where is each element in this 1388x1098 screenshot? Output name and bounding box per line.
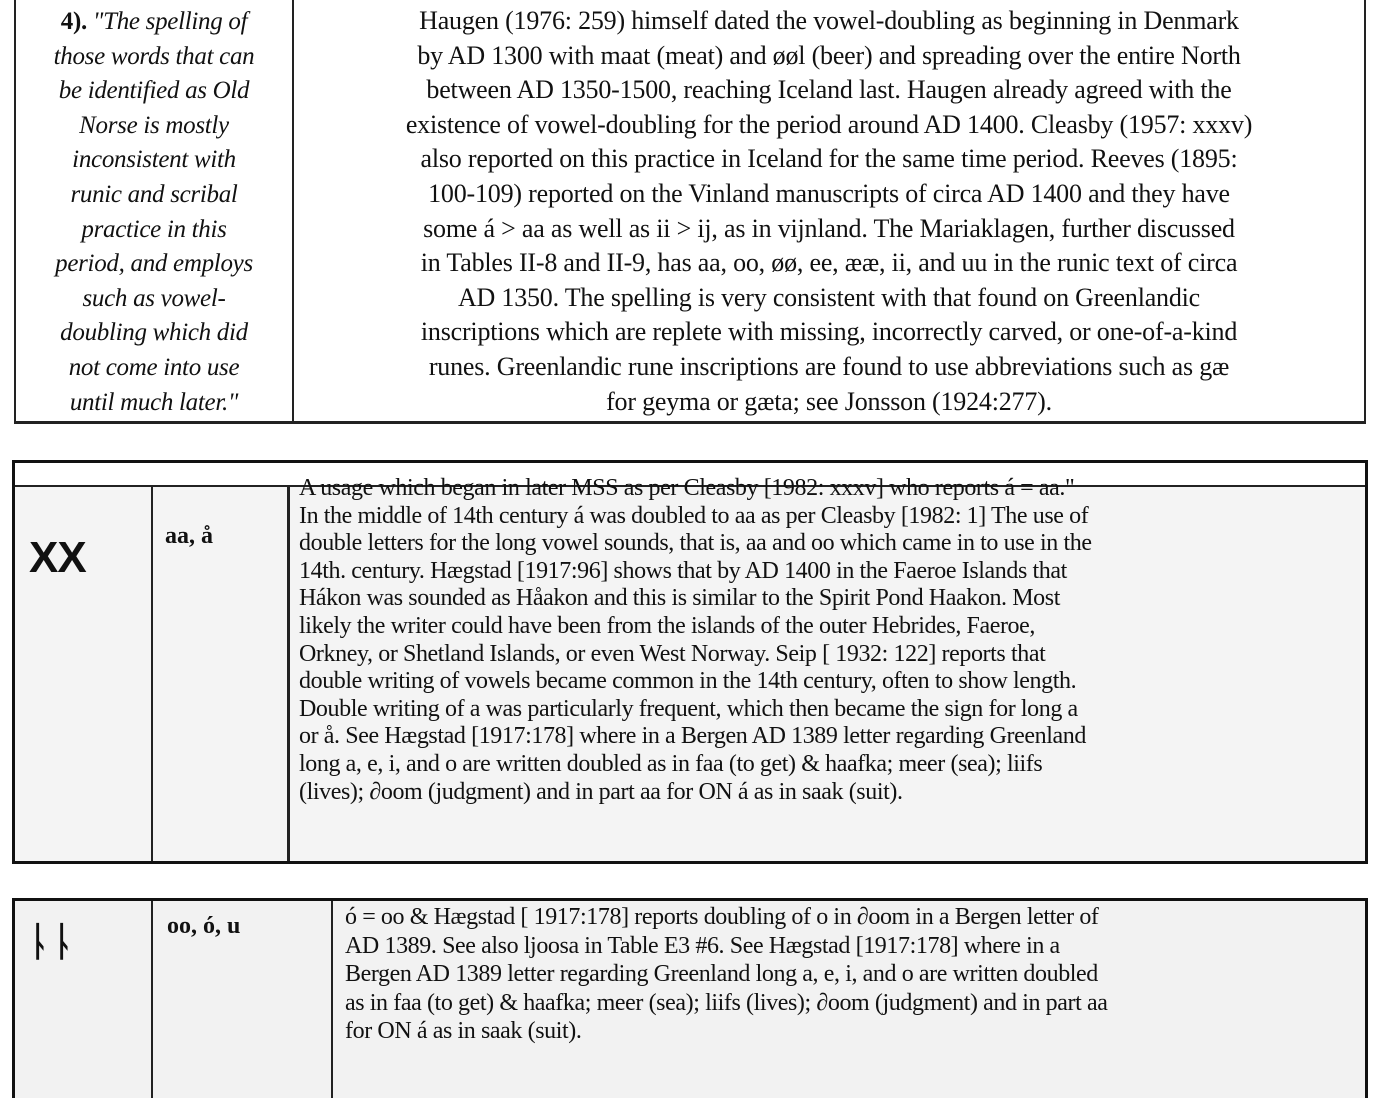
notes-line: long a, e, i, and o are written doubled as in faa (to get) & haafka; meer (sea); liifs	[299, 750, 1043, 777]
notes-cell	[345, 903, 1365, 1098]
quote-line	[16, 143, 292, 178]
quote-line-text: "The spelling of	[92, 8, 248, 35]
quote-line	[16, 5, 292, 40]
commentary-line: by AD 1300 with maat (meat) and øøl (beer) and spreading over the entire North	[417, 40, 1241, 70]
quote-line-text: those words that can	[53, 42, 255, 70]
rune-cell	[15, 487, 151, 861]
notes-line: double writing of vowels became common in the 14th century, often to show length.	[299, 668, 1077, 695]
quote-line-text: until much later."	[69, 388, 239, 416]
commentary-cell	[294, 0, 1364, 421]
quote-line-text: period, and employs	[55, 250, 253, 278]
quote-table-panel	[14, 0, 1366, 424]
quote-line	[16, 351, 292, 386]
notes-line: Hákon was sounded as Håakon and this is similar to the Spirit Pond Haakon. Most	[299, 585, 1060, 612]
notes-line: (lives); ∂oom (judgment) and in part aa for ON á as in saak (suit).	[299, 778, 903, 805]
quote-cell	[16, 0, 292, 421]
notes-line: A usage which began in later MSS as per Cleasby [1982: xxxv] who reports á = aa."	[299, 475, 1075, 501]
notes-line: ó = oo & Hægstad [ 1917:178] reports doubling of o in ∂oom in a Bergen letter of	[345, 904, 1099, 930]
forms-cell	[153, 901, 331, 1098]
rune-nn-glyph: ᚿᚿ	[27, 919, 75, 965]
quote-text	[16, 5, 292, 420]
column-divider	[287, 487, 290, 861]
letter-forms: oo, ó, u	[167, 913, 241, 939]
quote-line-text: runic and scribal	[70, 180, 238, 208]
quote-line	[16, 247, 292, 282]
quote-line	[16, 282, 292, 317]
commentary-line: AD 1350. The spelling is very consistent with that found on Greenlandic	[457, 282, 1201, 312]
commentary-line: Haugen (1976: 259) himself dated the vowel-doubling as beginning in Denmark	[419, 6, 1239, 35]
notes-line: as in faa (to get) & haafka; meer (sea); liifs (lives); ∂oom (judgment) and in part aa	[345, 989, 1108, 1016]
notes-line: for ON á as in saak (suit).	[345, 1018, 582, 1044]
commentary-text	[294, 4, 1364, 419]
commentary-line: between AD 1350-1500, reaching Iceland last. Haugen already agreed with the	[426, 75, 1232, 105]
notes-cell	[299, 475, 1365, 861]
notes-line: Double writing of a was particularly frequent, which then became the sign for long a	[299, 695, 1078, 722]
quote-line	[16, 386, 292, 421]
notes-line: or å. See Hægstad [1917:178] where in a Bergen AD 1389 letter regarding Greenland	[299, 723, 1086, 750]
quote-line	[16, 74, 292, 109]
commentary-line: some á > aa as well as ii > ij, as in vijnland. The Mariaklagen, further discussed	[423, 213, 1235, 243]
quote-line	[16, 213, 292, 248]
quote-line	[16, 109, 292, 144]
notes-line: AD 1389. See also ljoosa in Table E3 #6. See Hægstad [1917:178] where in a	[345, 932, 1060, 959]
rune-xx-glyph: XX	[29, 533, 86, 582]
notes-line: In the middle of 14th century á was doubled to aa as per Cleasby [1982: 1] The use of	[299, 502, 1089, 529]
quote-line-text: Norse is mostly	[79, 111, 229, 139]
commentary-line: also reported on this practice in Iceland for the same time period. Reeves (1895:	[420, 144, 1238, 174]
commentary-line: for geyma or gæta; see Jonsson (1924:277).	[606, 386, 1052, 416]
notes-text	[345, 903, 1365, 1046]
quote-line	[16, 40, 292, 75]
rune-cell	[15, 901, 151, 1098]
letter-forms: aa, å	[165, 523, 213, 549]
quote-line-text: inconsistent with	[72, 146, 236, 174]
quote-line-text: be identified as Old	[58, 77, 250, 105]
quote-number: 4).	[60, 8, 93, 35]
commentary-line: 100-109) reported on the Vinland manuscripts of circa AD 1400 and they have	[428, 178, 1230, 208]
commentary-line: inscriptions which are replete with missing, incorrectly carved, or one-of-a-kind	[420, 317, 1238, 347]
notes-line: double letters for the long vowel sounds, that is, aa and oo which came in to use in the	[299, 530, 1092, 557]
column-divider	[331, 901, 333, 1098]
quote-line-text: practice in this	[81, 215, 227, 243]
quote-line	[16, 316, 292, 351]
rune-table-panel-nn	[12, 898, 1368, 1098]
quote-line-text: not come into use	[68, 353, 240, 381]
forms-cell	[153, 487, 287, 861]
notes-line: 14th. century. Hægstad [1917:96] shows that by AD 1400 in the Faeroe Islands that	[299, 557, 1067, 584]
notes-text	[299, 475, 1365, 806]
quote-line	[16, 178, 292, 213]
commentary-line: runes. Greenlandic rune inscriptions are found to use abbreviations such as gæ	[428, 351, 1230, 381]
quote-line-text: such as vowel-	[82, 284, 226, 312]
notes-line: Bergen AD 1389 letter regarding Greenland long a, e, i, and o are written doubled	[345, 961, 1098, 987]
quote-line-text: doubling which did	[60, 319, 248, 347]
commentary-line: existence of vowel-doubling for the period around AD 1400. Cleasby (1957: xxxv)	[405, 109, 1253, 139]
notes-line: Orkney, or Shetland Islands, or even West Norway. Seip [ 1932: 122] reports that	[299, 640, 1046, 667]
rune-table-panel-xx	[12, 460, 1368, 864]
commentary-line: in Tables II-8 and II-9, has aa, oo, øø, ee, ææ, ii, and uu in the runic text of circa	[420, 248, 1238, 278]
notes-line: likely the writer could have been from the islands of the outer Hebrides, Faeroe,	[299, 612, 1036, 639]
